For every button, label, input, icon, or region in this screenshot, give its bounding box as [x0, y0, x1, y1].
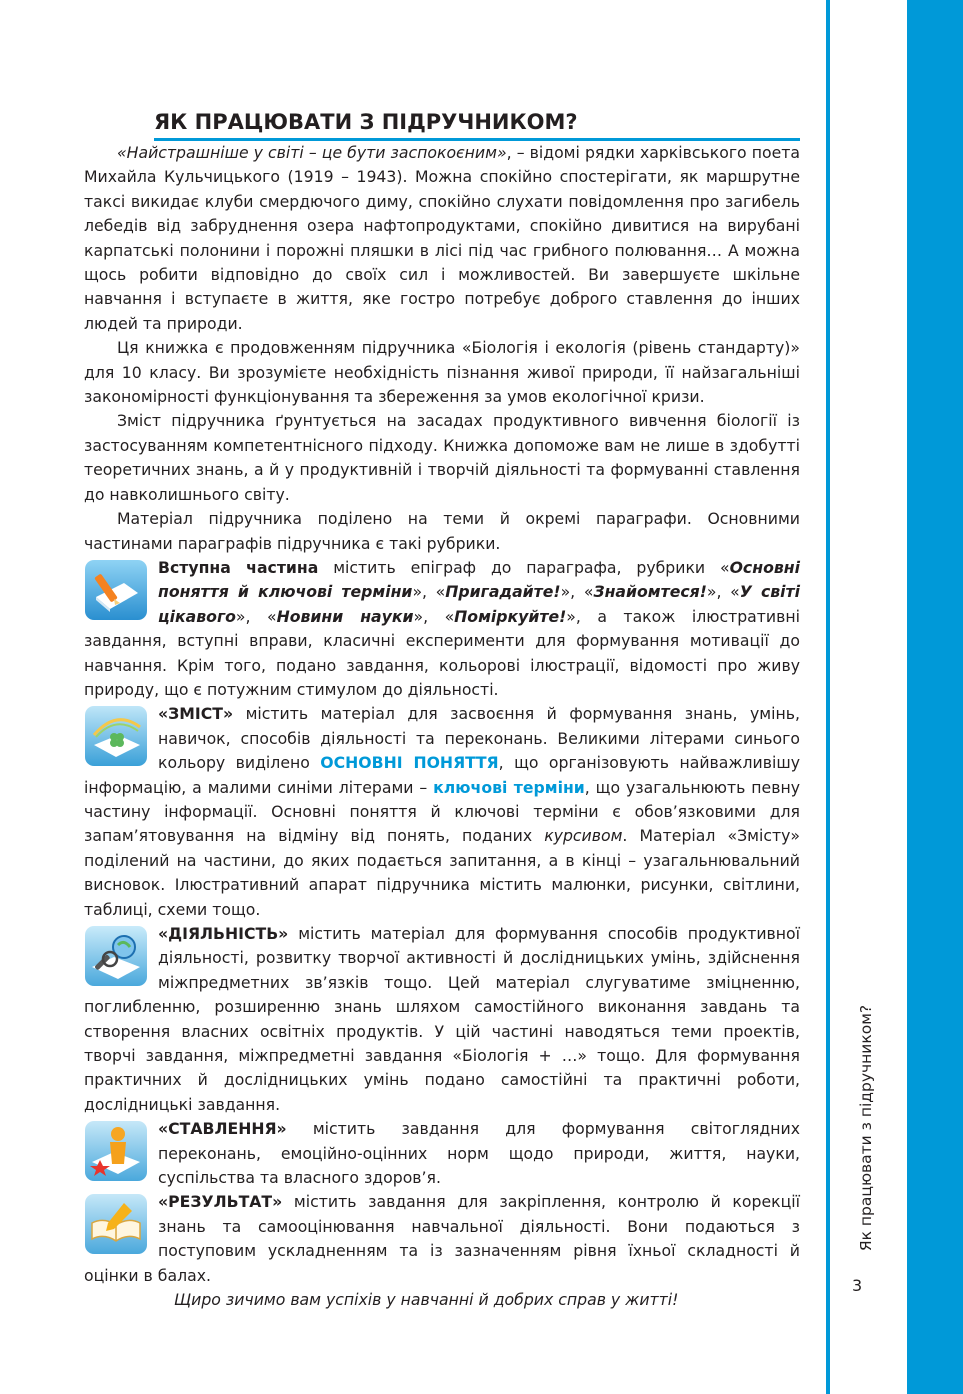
- clover-book-icon: [84, 705, 148, 767]
- section-attitude: «СТАВЛЕННЯ» містить завдання для формування світоглядних переконань, емоційно-оцінних норм щодо природи, життя, науки, суспільства та власного здоров’я.: [84, 1117, 800, 1190]
- page-content: [84, 108, 800, 1313]
- section-result: «РЕЗУЛЬТАТ» містить завдання для закріплення, контролю й корекції знань та самооцінювання навчальної діяльності. Вони подаються з поступовим ускладненням та із зазначенням рівня їхньої складності й оцінки в балах.: [84, 1192, 800, 1285]
- open-book-icon: [84, 1193, 148, 1255]
- epigraph-quote: «Найстрашніше у світі – це бути заспокоєним»: [117, 143, 507, 162]
- intro-paragraph-3: Зміст підручника ґрунтується на засадах продуктивного вивчення біології із застосуванням компетентнісного підходу. Книжка допоможе вам не лише в здобутті теоретичних знань, а й у продуктивній і творчій діяльності та формуванні ставлення до навколишнього світу.: [84, 411, 800, 504]
- intro-paragraph-1: «Найстрашніше у світі – це бути заспокоєним», – відомі рядки харківського поета Михайла Кульчицького (1919 – 1943). Можна спокійно спостерігати, як маршрутне таксі викидає клуби смердючого диму, спокійно слухати повідомлення про загибель лебедів від забруднення озера нафтопродуктами, спокійно дивитися на вирубані карпатські полонини і порожні пляшки в лісі під час грибного полювання… А можна щось робити відповідно до своїх сил і можливостей. Ви завершуєте шкільне навчання і вступаєте в життя, яке гостро потребує доброго ставлення до інших людей та природи.: [84, 143, 800, 333]
- side-accent-bar: [907, 0, 963, 1394]
- intro-paragraph-4: Матеріал підручника поділено на теми й окремі параграфи. Основними частинами параграфів підручника є такі рубрики.: [84, 509, 800, 553]
- page-title: ЯК ПРАЦЮВАТИ З ПІДРУЧНИКОМ?: [154, 108, 800, 141]
- section-activity: «ДІЯЛЬНІСТЬ» містить матеріал для формування способів продуктивної діяльності, розвитку творчої активності й дослідницьких умінь, здійснення міжпредметних зв’язків тощо. Цей матеріал слугуватиме зміцненню, поглибленню, розширенню знань шляхом самостійного виконання завдань та створення власних освітніх продуктів. У цій частині наводяться теми проектів, творчі завдання, міжпредметні завдання «Біологія + …» тощо. Для формування практичних й дослідницьких умінь подано самостійні та практичні роботи, дослідницькі завдання.: [84, 924, 800, 1114]
- figure-star-icon: [84, 1120, 148, 1182]
- section-intro-part: Вступна частина містить епіграф до параграфа, рубрики «Основні поняття й ключові терміни», «Пригадайте!», «Знайомтеся!», «У світі цікавого», «Новини науки», «Поміркуйте!», а також ілюстративні завдання, вступні вправи, класичні експерименти для формування мотивації до навчання. Крім того, подано завдання, кольорові ілюстрації, відомості про живу природу, що є потужним стимулом до діяльності.: [84, 557, 801, 699]
- section-content: «ЗМІСТ» містить матеріал для засвоєння й формування знань, умінь, навичок, способів діяльності та переконань. Великими літерами синього кольору виділено ОСНОВНІ ПОНЯТТЯ, що організовують найважливішу інформацію, а малими синіми літерами – ключові терміни, що узагальнюють певну частину інформації. Основні поняття й ключові терміни є обов’язковими для запам’ятовування на відміну від понять, поданих курсивом. Матеріал «Змісту» поділений на частини, до яких подається запитання, а в кінці – узагальнювальний висновок. Ілюстративний апарат підручника містить малюнки, рисунки, світлини, таблиці, схеми тощо.: [84, 704, 800, 919]
- closing-wish: Щиро зичимо вам успіхів у навчанні й добрих справ у житті!: [174, 1290, 679, 1310]
- key-terms-term: ключові терміни: [433, 777, 585, 797]
- book-pencil-icon: [84, 559, 148, 621]
- page-number: 3: [852, 1276, 863, 1295]
- intro-paragraph-2: Ця книжка є продовженням підручника «Біологія і екологія (рівень стандарту)» для 10 класу. Ви зрозумієте необхідність пізнання живої природи, її найзагальніші закономірності функціонування та збереження за умов екологічної кризи.: [84, 338, 800, 407]
- globe-magnifier-icon: [84, 925, 148, 987]
- side-accent-line: [826, 0, 830, 1394]
- running-title: Як працювати з підручником?: [857, 1004, 875, 1252]
- main-concepts-term: ОСНОВНІ ПОНЯТТЯ: [320, 753, 499, 773]
